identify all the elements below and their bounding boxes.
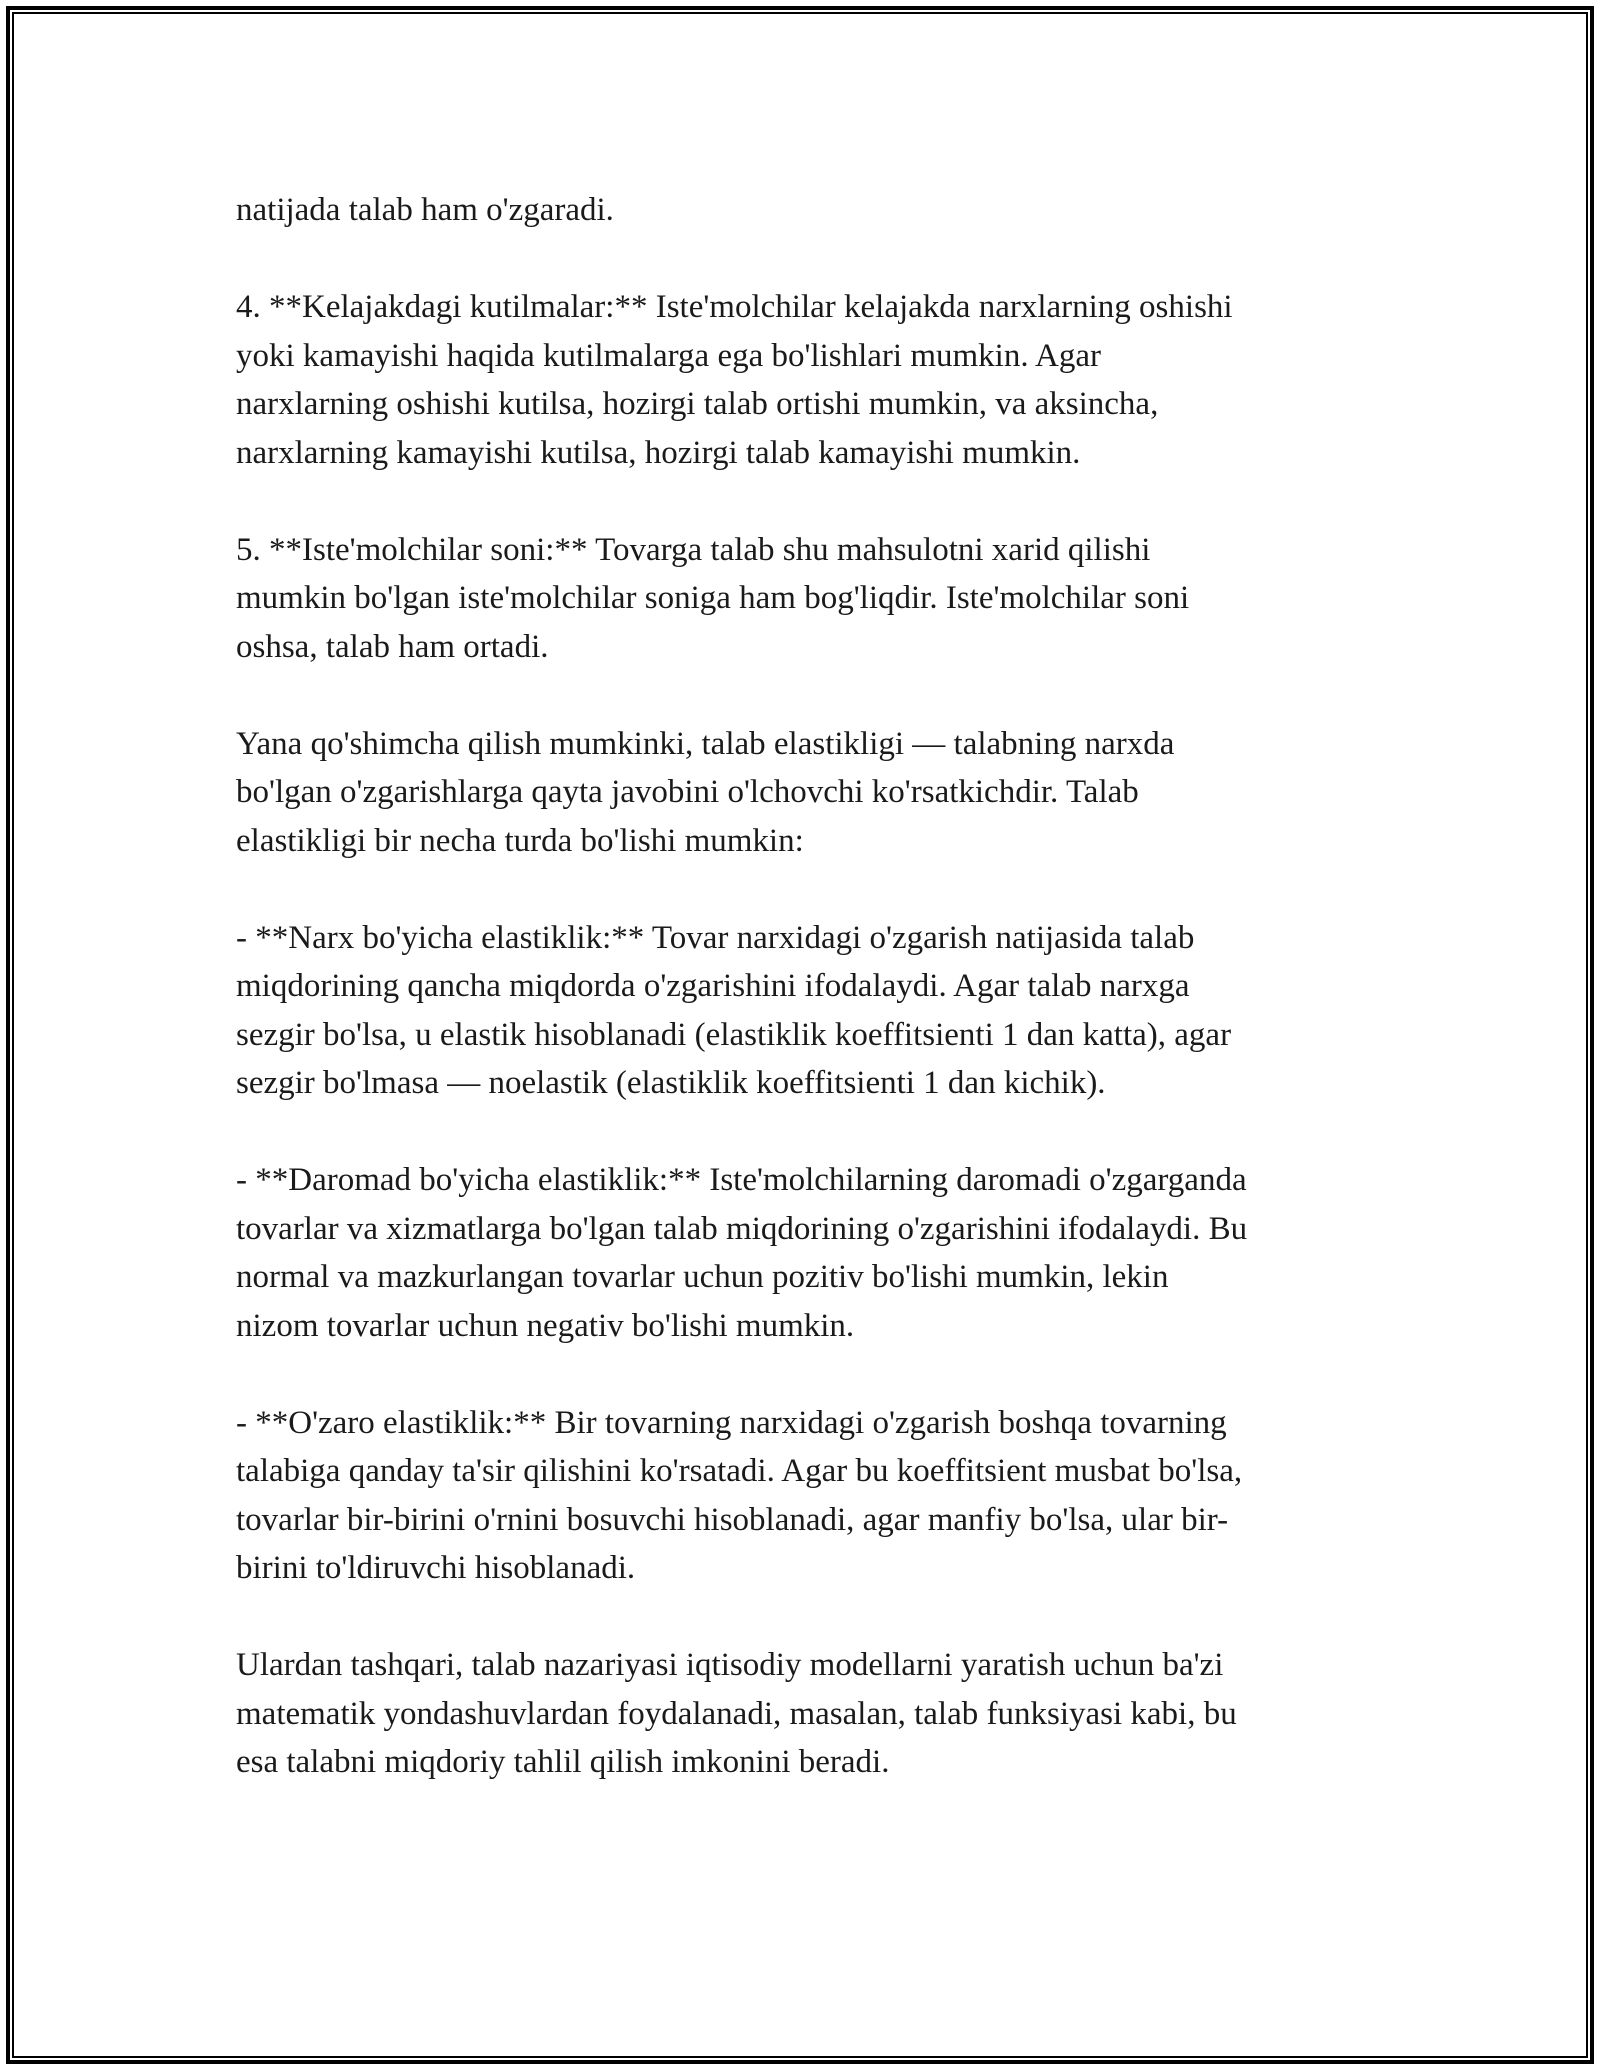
text-line: yoki kamayishi haqida kutilmalarga ega bo'lishlari mumkin. Agar bbox=[236, 337, 1101, 374]
text-line: - **O'zaro elastiklik:** Bir tovarning narxidagi o'zgarish boshqa tovarning bbox=[236, 1404, 1227, 1441]
text-line: miqdorining qancha miqdorda o'zgarishini ifodalaydi. Agar talab narxga bbox=[236, 968, 1190, 1004]
document-body bbox=[236, 186, 1366, 1787]
text-line: tovarlar bir-birini o'rnini bosuvchi hisoblanadi, agar manfiy bo'lsa, ular bir- bbox=[236, 1501, 1229, 1538]
paragraph bbox=[236, 526, 1366, 672]
text-line: Yana qo'shimcha qilish mumkinki, talab elastikligi — talabning narxda bbox=[236, 725, 1175, 762]
text-line: elastikligi bir necha turda bo'lishi mumkin: bbox=[236, 822, 804, 859]
text-line: Ulardan tashqari, talab nazariyasi iqtisodiy modellarni yaratish uchun ba'zi bbox=[236, 1647, 1224, 1683]
paragraph bbox=[236, 1641, 1366, 1787]
text-line: matematik yondashuvlardan foydalanadi, masalan, talab funksiyasi kabi, bu bbox=[236, 1695, 1237, 1732]
text-line: bo'lgan o'zgarishlarga qayta javobini o'lchovchi ko'rsatkichdir. Talab bbox=[236, 774, 1139, 810]
text-line: esa talabni miqdoriy tahlil qilish imkonini beradi. bbox=[236, 1744, 890, 1780]
text-line: oshsa, talab ham ortadi. bbox=[236, 628, 549, 665]
paragraph bbox=[236, 1156, 1366, 1350]
text-line: - **Narx bo'yicha elastiklik:** Tovar narxidagi o'zgarish natijasida talab bbox=[236, 919, 1195, 956]
text-line: natijada talab ham o'zgaradi. bbox=[236, 192, 614, 228]
text-line: nizom tovarlar uchun negativ bo'lishi mumkin. bbox=[236, 1307, 855, 1344]
text-line: sezgir bo'lmasa — noelastik (elastiklik koeffitsienti 1 dan kichik). bbox=[236, 1065, 1106, 1101]
paragraph bbox=[236, 914, 1366, 1108]
paragraph bbox=[236, 186, 1366, 235]
text-line: sezgir bo'lsa, u elastik hisoblanadi (elastiklik koeffitsienti 1 dan katta), agar bbox=[236, 1016, 1232, 1053]
text-line: normal va mazkurlangan tovarlar uchun pozitiv bo'lishi mumkin, lekin bbox=[236, 1259, 1169, 1295]
paragraph bbox=[236, 1399, 1366, 1593]
text-line: tovarlar va xizmatlarga bo'lgan talab miqdorining o'zgarishini ifodalaydi. Bu bbox=[236, 1210, 1248, 1247]
text-line: mumkin bo'lgan iste'molchilar soniga ham bog'liqdir. Iste'molchilar soni bbox=[236, 580, 1190, 616]
text-line: - **Daromad bo'yicha elastiklik:** Iste'molchilarning daromadi o'zgarganda bbox=[236, 1162, 1247, 1198]
text-line: 4. **Kelajakdagi kutilmalar:** Iste'molchilar kelajakda narxlarning oshishi bbox=[236, 289, 1233, 325]
text-line: birini to'ldiruvchi hisoblanadi. bbox=[236, 1550, 636, 1586]
text-line: 5. **Iste'molchilar soni:** Tovarga talab shu mahsulotni xarid qilishi bbox=[236, 531, 1151, 568]
text-line: narxlarning oshishi kutilsa, hozirgi talab ortishi mumkin, va aksincha, bbox=[236, 386, 1159, 422]
paragraph bbox=[236, 720, 1366, 866]
text-line: talabiga qanday ta'sir qilishini ko'rsatadi. Agar bu koeffitsient musbat bo'lsa, bbox=[236, 1453, 1243, 1489]
paragraph bbox=[236, 283, 1366, 477]
text-line: narxlarning kamayishi kutilsa, hozirgi talab kamayishi mumkin. bbox=[236, 434, 1081, 471]
